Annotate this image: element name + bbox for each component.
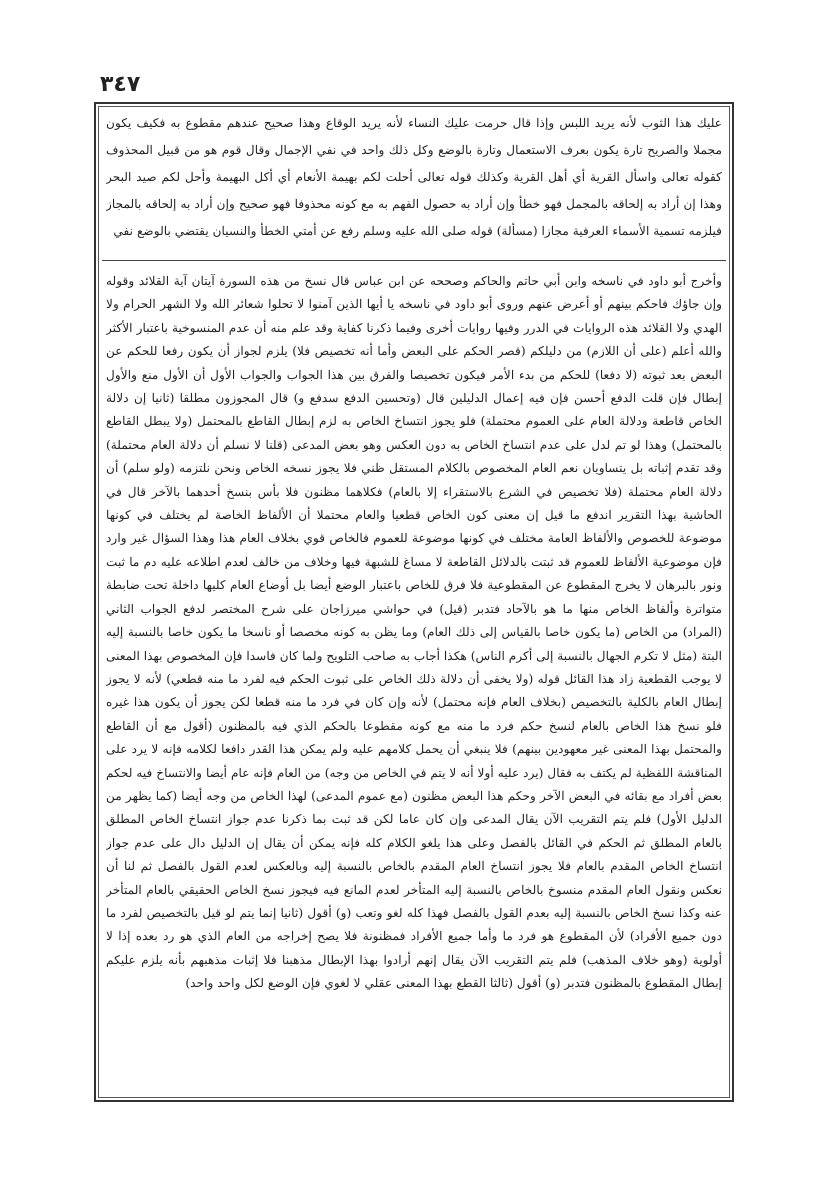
section-divider: [102, 260, 726, 261]
page-frame: [94, 102, 734, 1102]
main-body: [106, 270, 722, 1094]
marginal-note: [106, 110, 722, 250]
page-number: ٣٤٧: [100, 72, 141, 97]
marginal-note-text: عليك هذا الثوب لأنه يريد اللبس وإذا قال حرمت عليك النساء لأنه يريد الوقاع وهذا صحيح عندهم مقطوع به فكيف يكون مجملا والصريح تارة يكون بعرف الاستعمال وتارة بالوضع وكل ذلك واحد في نفي الإجمال وقال قوم هو من قبيل المحذوف كقوله تعالى واسأل القرية أي أهل القرية وكذلك قوله تعالى أحلت لكم بهيمة الأنعام أي أكل البهيمة وأحل لكم صيد البحر وهذا إن أراد به إلحاقه بالمجمل فهو خطأ وإن أراد به حصول الفهم به مع كونه محذوفا فهو صحيح وإن أراد به إلحاقه بالمجاز فيلزمه تسمية الأسماء العرفية مجازا (مسألة) قوله صلى الله عليه وسلم رفع عن أمتي الخطأ والنسيان يقتضي بالوضع نفي: [106, 116, 722, 238]
main-body-text: وأخرج أبو داود في ناسخه وابن أبي حاتم والحاكم وصححه عن ابن عباس قال نسخ من هذه السورة آيتان آية القلائد وقوله وإن جاؤك فاحكم بينهم أو أعرض عنهم وروى أبو داود في ناسخه يا أيها الذين آمنوا لا تحلوا شعائر الله ولا الشهر الحرام ولا الهدي ولا القلائد هذه الروايات في الدرر وفيها روايات أخرى وفيما ذكرنا كفاية وقد علم منه أن عدم المنسوخية باعتبار الأكثر والله أعلم (على أن اللازم) من دليلكم (قصر الحكم على البعض وأما أنه تخصيص فلا) يلزم لجواز أن يكون رفعا للحكم عن البعض بعد ثبوته (لا دفعا) للحكم من بدء الأمر فيكون تخصيصا والفرق بين هذا الجواب والجواب الأول أن الأول منع والأول إبطال فإن قلت الدفع أحسن فإن فيه إعمال الدليلين قال (وتحسين الدفع سدفع و) قال المجوزون مطلقا (ثانيا إن دلالة الخاص قاطعة ودلالة العام على العموم محتملة) فلو يجوز انتساخ الخاص به لزم إبطال القاطع بالمحتمل (ولا يبطل القاطع بالمحتمل) وهذا لو تم لدل على عدم انتساخ الخاص به دون العكس وهو بعض المدعى (قلنا لا نسلم أن دلالة العام محتملة) وقد تقدم إثباته بل يتساويان نعم العام المخصوص بالكلام المستقل ظني فلا يجوز نسخه الخاص ونحن نلتزمه (ولو سلم) أن دلالة العام محتملة (فلا تخصيص في الشرع بالاستقراء إلا بالعام) فكلاهما مظنون فلا بأس بنسخ أحدهما بالآخر قال في الحاشية بهذا التقرير اندفع ما قيل إن معنى كون الخاص قطعيا والعام محتملا أن الألفاظ الخاصة لم يختلف في كونها موضوعة للخصوص والألفاظ العامة مختلف في كونها موضوعة للعموم فالخاص قوي بخلاف العام هذا وهذا السؤال غير وارد فإن موضوعية الألفاظ للعموم قد ثبتت بالدلائل القاطعة لا مساغ للشبهة فيها وخلاف من خالف لعدم اطلاعه عليه دم ما ثبت ونور بالبرهان لا يخرج المقطوع عن المقطوعية فلا فرق للخاص باعتبار الوضع أيضا بل أوضاع العام كليها داخلة تحت ضابطة متواترة وألفاظ الخاص منها ما هو بالآحاد فتدبر (قيل) في حواشي ميرزاجان على شرح المختصر لدفع الجواب الثاني (المراد) من الخاص (ما يكون خاصا بالقياس إلى ذلك العام) وما يظن به كونه مخصصا أو ناسخا ما يكون خاصا بالنسبة إليه البتة (مثل لا تكرم الجهال بالنسبة إلى أكرم الناس) هكذا أجاب به صاحب التلويح ولما كان فاسدا فإن المخصوص بهذا المعنى لا يوجب القطعية زاد هذا القائل قوله (ولا يخفى أن دلالة ذلك الخاص على ثبوت الحكم فيه لفرد ما منه قطعي) لأنه لا يجوز إبطال العام بالكلية بالتخصيص (بخلاف العام فإنه محتمل) لأنه وإن كان في فرد ما منه قطعا لكن يجوز أن يكون هذا غيره فلو نسخ هذا الخاص بالعام لنسخ حكم فرد ما منه مع كونه مقطوعا بالحكم الذي فيه بالمظنون (أقول مع أن القاطع والمحتمل بهذا المعنى غير معهودين بينهم) فلا ينبغي أن يحمل كلامهم عليه ولم يمكن هذا القدر دافعا لكلامه فإنه لا يرد على المناقشة اللفظية لم يكتف به فقال (يرد عليه أولا أنه لا يتم في الخاص من وجه) من العام فإنه عام أيضا والانتساخ فيه لحكم بعض أفراد مع بقائه في البعض الآخر وحكم هذا البعض مظنون (مع عموم المدعى) لهذا الخاص من وجه أيضا (كما يظهر من الدليل الأول) فلم يتم التقريب الآن يقال المدعى وإن كان عاما لكن قد ثبت بما ذكرنا عدم جواز انتساخ الخاص المطلق بالعام المطلق ثم الحكم في القائل بالفصل وعلى هذا يلغو الكلام كله فإنه يمكن أن يقال إن الدليل دال على عدم جواز انتساخ الخاص المقدم بالعام فلا يجوز انتساخ العام المقدم بالخاص بالنسبة إليه وبالعكس لعدم القول بالفصل ثم لنا أن نعكس ونقول العام المقدم منسوخ بالخاص بالنسبة إليه المتأخر لعدم المانع فيه فيجوز نسخ الخاص الحقيقي بالعام المتأخر عنه وكذا نسخ الخاص بالنسبة إليه بعدم القول بالفصل فهذا كله لغو وتعب (و) أقول (ثانيا إنما يتم لو قيل بالتخصيص لفرد ما دون جميع الأفراد) لأن المقطوع هو فرد ما وأما جميع الأفراد فمظنونة فلا يصح إخراجه من العام الذي هو رد بعده إذا لا أولوية (وهو خلاف المذهب) فلم يتم التقريب الآن يقال إنهم أرادوا بهذا الإبطال مذهبنا فلا إثبات مذهبهم بأنه يلزم عليكم إبطال المقطوع بالمظنون فتدبر (و) أقول (ثالثا القطع بهذا المعنى عقلي لا لغوي فإن الوضع لكل واحد واحد): [106, 274, 722, 991]
